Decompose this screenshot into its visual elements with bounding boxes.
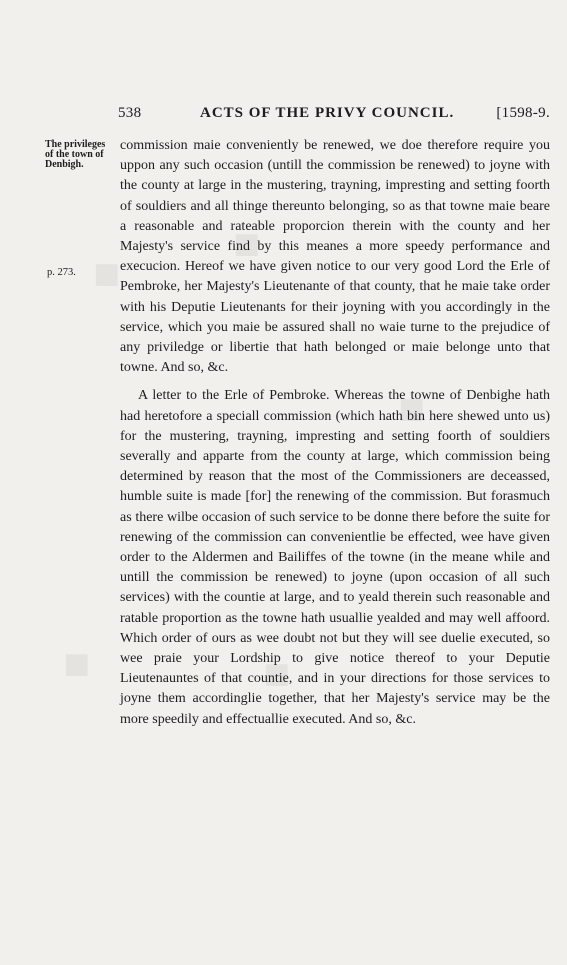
marginal-page-reference: p. 273. — [47, 267, 76, 278]
header-year: [1598-9. — [496, 105, 550, 121]
running-header — [118, 105, 550, 127]
watermark-mark: ◆ — [250, 646, 302, 699]
paragraph: commission maie conveniently be renewed, we doe therefore require you uppon any such occasion (untill the commission be renewed) to joyne with the county at large in the mustering, trayning, impresting and setting foorth of souldiers and all thinge thereunto belonging, so as that towne maie beare a reasonable and rateable proporcion therein with the county and her Majesty's service find by this meanes a more speedy performance and execucion. Hereof we have given notice to our very good Lord the Erle of Pembroke, her Majesty's Lieutenante of that county, that he maie take order with his Deputie Lieutenants for their joyning with you accordingly in the service, which you maie be assured shall no waie turne to the prejudice of any priviledge or libertie that hath belonged or maie belonge unto that towne. And so, &c. — [120, 138, 550, 376]
watermark-mark: ◆ — [220, 216, 272, 269]
marginal-note: The privileges of the town of Denbigh. — [45, 139, 106, 170]
watermark-mark: ◆ — [50, 636, 102, 689]
watermark-mark: ◆ — [80, 246, 132, 299]
paragraph: A letter to the Erle of Pembroke. Whereas the towne of Denbighe hath had heretofore a speciall commission (which hath bin here shewed unto us) for the mustering, trayning, impresting and setting foorth of souldiers severally and apparte from the county at large, which commission being determined by reason that the most of the Commissioners are deceassed, humble suite is made [for] the renewing of the commission. But forasmuch as there wilbe occasion of such service to be donne there before the suite for renewing of the commission can convenientlie be effected, wee have given order to the Aldermen and Bailiffes of the towne (in the meane while and untill the commission be renewed) to joyne (upon occasion of all such services) with the countie at large, and to yeald therein such reasonable and ratable proportion as the towne hath usuallie yealded and may well affoord. Which order of ours as wee doubt not but they will see duelie executed, so wee praie your Lordship to give notice thereof to your Deputie Lieutenauntes of that countie, and in your directions for those services to joyne them accordinglie together, that her Majesty's service may be the more speedily and effectuallie executed. And so, &c. — [120, 388, 550, 727]
watermark-mark: ◆ — [385, 381, 437, 434]
running-title: ACTS OF THE PRIVY COUNCIL. — [200, 105, 455, 121]
page-number: 538 — [118, 105, 142, 121]
body-text — [120, 136, 550, 738]
